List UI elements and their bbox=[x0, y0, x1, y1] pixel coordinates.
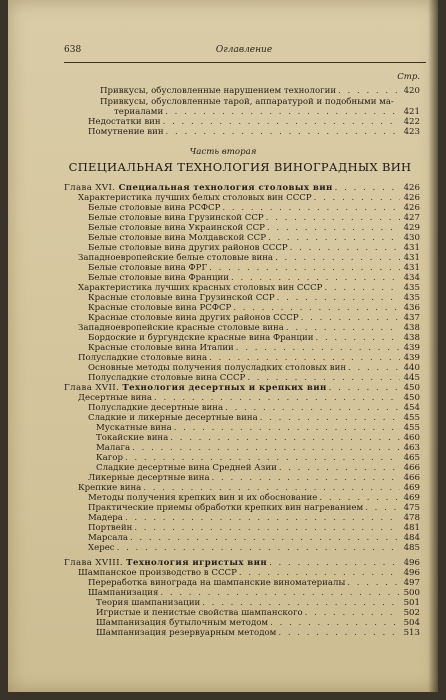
chapter-heading: Глава XVII. Технология десертных и крепких вин . . . 450 bbox=[64, 383, 420, 394]
toc-entry: Полусладкие столовые вина СССР . . . 445 bbox=[88, 373, 420, 384]
toc-entry: Мадера . . . 478 bbox=[88, 513, 420, 524]
toc-entry: Белые столовые вина ФРГ . . . 431 bbox=[88, 263, 420, 274]
running-title: Оглавление bbox=[215, 45, 273, 55]
page-number: 638 bbox=[64, 45, 82, 55]
toc-entry: Белые столовые вина Украинской ССР . . . 429 bbox=[88, 223, 420, 234]
toc-entry: Токайские вина . . . 460 bbox=[96, 433, 420, 444]
toc-entry: Белые столовые вина Грузинской ССР . . . 427 bbox=[88, 213, 420, 224]
toc-entry: Западноевропейские белые столовые вина . . . 431 bbox=[78, 253, 420, 264]
toc-entry: Белые столовые вина РСФСР . . . 426 bbox=[88, 203, 420, 214]
toc-entry: Десертные вина . . . 450 bbox=[78, 393, 420, 404]
toc-entry: Малага . . . 463 bbox=[96, 443, 420, 454]
toc-entry: Крепкие вина . . . 469 bbox=[78, 483, 420, 494]
toc-entry: Красные столовые вина Италии . . . 439 bbox=[88, 343, 420, 354]
toc-entry: Кагор . . . 465 bbox=[96, 453, 420, 464]
toc-entry: Основные методы получения полусладких столовых вин . . . 440 bbox=[88, 363, 420, 374]
toc-entry: териалами . . . 421 bbox=[114, 107, 420, 118]
book-page bbox=[8, 0, 438, 692]
toc-entry: Портвейн . . . 481 bbox=[88, 523, 420, 534]
toc-entry: Шампанизация . . . 500 bbox=[88, 588, 420, 599]
chapter-heading: Глава XVI. Специальная технология столовых вин . . . 426 bbox=[64, 183, 420, 194]
toc-entry: Бордоские и бургундские красные вина Франции . . . 438 bbox=[88, 333, 420, 344]
toc-entry: Белые столовые вина других районов СССР . . . 431 bbox=[88, 243, 420, 254]
toc-entry: Шампанизация бутылочным методом . . . 504 bbox=[96, 618, 420, 629]
toc-entry: Полусладкие десертные вина . . . 454 bbox=[88, 403, 420, 414]
chapter-heading: Глава XVIII. Технология игристых вин . . . 496 bbox=[64, 558, 420, 569]
toc-entry: Мускатные вина . . . 455 bbox=[96, 423, 420, 434]
toc-entry: Ликерные десертные вина . . . 466 bbox=[88, 473, 420, 484]
page-column-label: Стр. bbox=[397, 72, 420, 82]
part-title: СПЕЦИАЛЬНАЯ ТЕХНОЛОГИЯ ВИНОГРАДНЫХ ВИН bbox=[68, 160, 412, 174]
toc-entry: Западноевропейские красные столовые вина . . . 438 bbox=[78, 323, 420, 334]
toc-entry: Привкусы, обусловленные тарой, аппаратурой и подобными ма- bbox=[100, 97, 394, 107]
toc-entry: Марсала . . . 484 bbox=[88, 533, 420, 544]
toc-entry: Белые столовые вина Молдавской ССР . . . 430 bbox=[88, 233, 420, 244]
toc-entry: Характеристика лучших белых столовых вин СССР . . . 426 bbox=[78, 193, 420, 204]
page-edge-shadow bbox=[428, 0, 438, 692]
toc-entry: Теория шампанизации . . . 501 bbox=[96, 598, 420, 609]
toc-entry: Методы получения крепких вин и их обоснование . . . 469 bbox=[88, 493, 420, 504]
toc-entry: Шампанизация резервуарным методом . . . 513 bbox=[96, 628, 420, 639]
toc-entry: Шампанское производство в СССР . . . 496 bbox=[78, 568, 420, 579]
toc-entry: Красные столовые вина РСФСР . . . 436 bbox=[88, 303, 420, 314]
toc-entry: Полусладкие столовые вина . . . 439 bbox=[78, 353, 420, 364]
toc-entry: Красные столовые вина других районов СССР . . . 437 bbox=[88, 313, 420, 324]
toc-entry: Помутнение вин . . . 423 bbox=[88, 127, 420, 138]
part-label: Часть вторая bbox=[189, 147, 257, 157]
toc-entry: Херес . . . 485 bbox=[88, 543, 420, 554]
toc-entry: Привкусы, обусловленные нарушением технологии . . . 420 bbox=[100, 86, 420, 97]
toc-entry: Недостатки вин . . . 422 bbox=[88, 117, 420, 128]
toc-entry: Практические приемы обработки крепких вин нагреванием . . . 475 bbox=[88, 503, 420, 514]
toc-entry: Сладкие десертные вина Средней Азии . . . 466 bbox=[96, 463, 420, 474]
table-of-contents bbox=[8, 0, 438, 692]
toc-entry: Характеристика лучших красных столовых вин СССР . . . 435 bbox=[78, 283, 420, 294]
toc-entry: Переработка винограда на шампанские виноматериалы . . . 497 bbox=[88, 578, 420, 589]
toc-entry: Сладкие и ликерные десертные вина . . . 455 bbox=[88, 413, 420, 424]
toc-entry: Белые столовые вина Франции . . . 434 bbox=[88, 273, 420, 284]
toc-entry: Красные столовые вина Грузинской ССР . . . 435 bbox=[88, 293, 420, 304]
toc-entry: Игристые и пенистые свойства шампанского . . . 502 bbox=[96, 608, 420, 619]
